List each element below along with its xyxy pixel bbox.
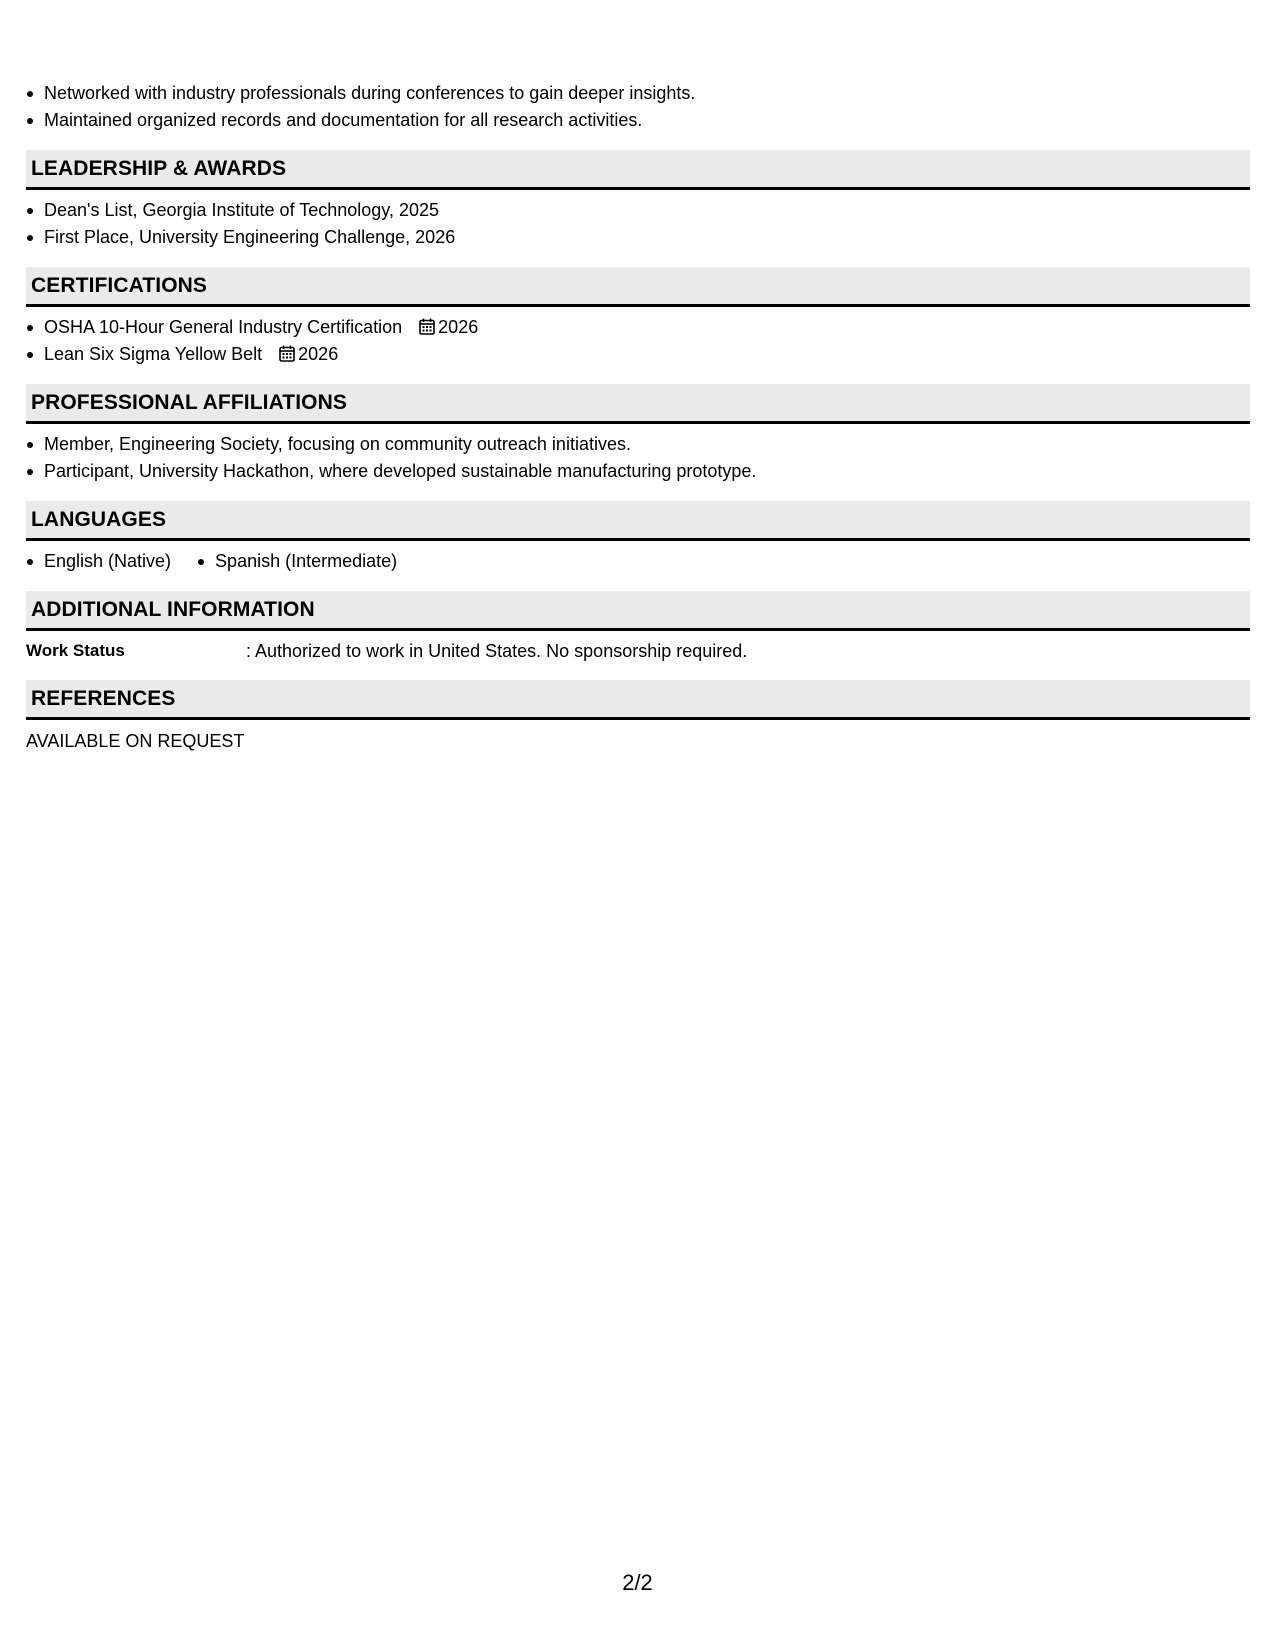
certification-year: 2026 <box>438 317 479 337</box>
leadership-list <box>26 197 1250 251</box>
resume-content <box>26 80 1250 755</box>
certification-name: OSHA 10-Hour General Industry Certification <box>44 317 403 337</box>
section-heading-certifications: CERTIFICATIONS <box>26 267 1250 307</box>
language-item: English (Native) <box>26 548 171 575</box>
work-status-label: Work Status <box>26 641 125 660</box>
list-item: Member, Engineering Society, focusing on community outreach initiatives. <box>26 431 1250 458</box>
references-text: AVAILABLE ON REQUEST <box>26 731 245 751</box>
certification-item <box>26 341 1250 368</box>
resume-page <box>26 0 1250 1650</box>
certification-year: 2026 <box>298 344 339 364</box>
page-number: 2/2 <box>622 1570 653 1595</box>
work-status-value: : Authorized to work in United States. No sponsorship required. <box>246 641 748 661</box>
list-item: Dean's List, Georgia Institute of Technology, 2025 <box>26 197 1250 224</box>
section-heading-references: REFERENCES <box>26 680 1250 720</box>
list-item: Participant, University Hackathon, where developed sustainable manufacturing prototype. <box>26 458 1250 485</box>
section-heading-languages: LANGUAGES <box>26 501 1250 541</box>
certification-name: Lean Six Sigma Yellow Belt <box>44 344 263 364</box>
research-bullet-list <box>26 80 1250 134</box>
calendar-icon <box>279 345 295 362</box>
languages-list <box>26 548 1250 575</box>
calendar-icon <box>419 318 435 335</box>
affiliations-list <box>26 431 1250 485</box>
section-heading-leadership: LEADERSHIP & AWARDS <box>26 150 1250 190</box>
section-heading-affiliations: PROFESSIONAL AFFILIATIONS <box>26 384 1250 424</box>
list-item: First Place, University Engineering Challenge, 2026 <box>26 224 1250 251</box>
list-item: Networked with industry professionals during conferences to gain deeper insights. <box>26 80 1250 107</box>
section-heading-additional-info: ADDITIONAL INFORMATION <box>26 591 1250 631</box>
certifications-list <box>26 314 1250 368</box>
work-status-row <box>26 638 1250 664</box>
language-item: Spanish (Intermediate) <box>197 548 397 575</box>
certification-item <box>26 314 1250 341</box>
list-item: Maintained organized records and documentation for all research activities. <box>26 107 1250 134</box>
